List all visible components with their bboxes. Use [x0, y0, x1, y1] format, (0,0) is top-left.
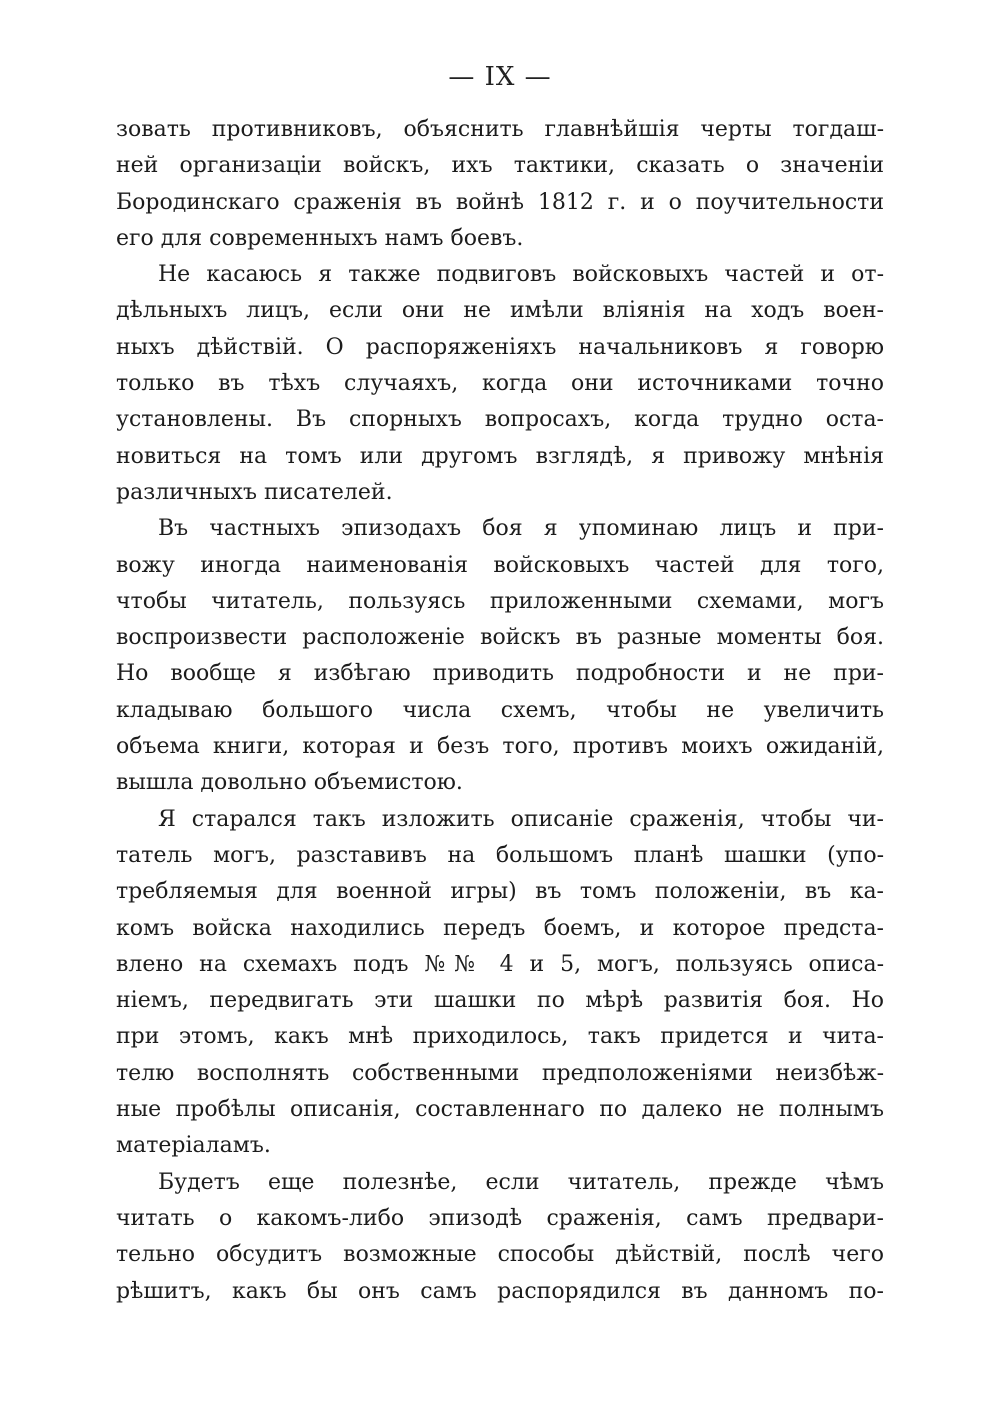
text-line: телю восполнять собственными предположеніями неизбѣж-	[116, 1060, 884, 1086]
text-line: ные пробѣлы описанія, составленнаго по далеко не полнымъ	[116, 1097, 884, 1123]
paragraph	[116, 802, 884, 1165]
text-line: при этомъ, какъ мнѣ приходилось, такъ придется и чита-	[116, 1024, 884, 1050]
text-line: ніемъ, передвигать эти шашки по мѣрѣ развитія боя. Но	[116, 988, 884, 1014]
body-text	[116, 112, 884, 1310]
text-line: новиться на томъ или другомъ взглядѣ, я привожу мнѣнія	[116, 443, 884, 469]
text-line: воспроизвести расположеніе войскъ въ разные моменты боя.	[116, 625, 884, 651]
paragraph	[116, 1165, 884, 1310]
text-line: татель могъ, разставивъ на большомъ планѣ шашки (упо-	[116, 842, 884, 868]
text-line: рѣшитъ, какъ бы онъ самъ распорядился въ данномъ по-	[116, 1278, 884, 1304]
text-line: тельно обсудитъ возможные способы дѣйствій, послѣ чего	[116, 1242, 884, 1268]
text-line: ней организаціи войскъ, ихъ тактики, сказать о значеніи	[116, 153, 884, 179]
text-line: зовать противниковъ, объяснить главнѣйшія черты тогдаш-	[116, 117, 884, 142]
text-line: Я старался такъ изложить описаніе сраженія, чтобы чи-	[158, 806, 884, 832]
text-line: установлены. Въ спорныхъ вопросахъ, когда трудно оста-	[116, 407, 884, 433]
text-line: влено на схемахъ подъ №№ 4 и 5, могъ, пользуясь описа-	[116, 951, 884, 977]
text-line: комъ войска находились передъ боемъ, и которое предста-	[116, 915, 884, 941]
text-line: требляемыя для военной игры) въ томъ положеніи, въ ка-	[116, 879, 884, 905]
text-line: ныхъ дѣйствій. О распоряженіяхъ начальниковъ я говорю	[116, 334, 884, 360]
text-line: различныхъ писателей.	[116, 479, 393, 505]
text-line: Будетъ еще полезнѣе, если читатель, прежде чѣмъ	[158, 1169, 884, 1195]
text-line: вышла довольно объемистою.	[116, 770, 463, 796]
text-line: вожу иногда наименованія войсковыхъ частей для того,	[116, 552, 884, 578]
text-line: читать о какомъ-либо эпизодѣ сраженія, самъ предвари-	[116, 1205, 884, 1231]
paragraph	[116, 257, 884, 511]
text-line: Не касаюсь я также подвиговъ войсковыхъ частей и от-	[158, 262, 884, 288]
text-line: объема книги, которая и безъ того, противъ моихъ ожиданій,	[116, 734, 884, 760]
text-line: Бородинскаго сраженія въ войнѣ 1812 г. и о поучительности	[116, 189, 884, 215]
paragraph	[116, 112, 884, 257]
text-line: дѣльныхъ лицъ, если они не имѣли вліянія на ходъ воен-	[116, 298, 884, 324]
text-line: Но вообще я избѣгаю приводить подробности и не при-	[116, 661, 884, 687]
text-line: его для современныхъ намъ боевъ.	[116, 225, 524, 251]
text-line: Въ частныхъ эпизодахъ боя я упоминаю лицъ и при-	[158, 516, 884, 542]
paragraph	[116, 511, 884, 801]
text-line: только въ тѣхъ случаяхъ, когда они источниками точно	[116, 371, 884, 397]
text-line: чтобы читатель, пользуясь приложенными схемами, могъ	[116, 588, 884, 614]
text-line: кладываю большого числа схемъ, чтобы не увеличить	[116, 697, 884, 723]
page-number: — IX —	[448, 62, 552, 92]
text-line: матеріаламъ.	[116, 1133, 271, 1159]
